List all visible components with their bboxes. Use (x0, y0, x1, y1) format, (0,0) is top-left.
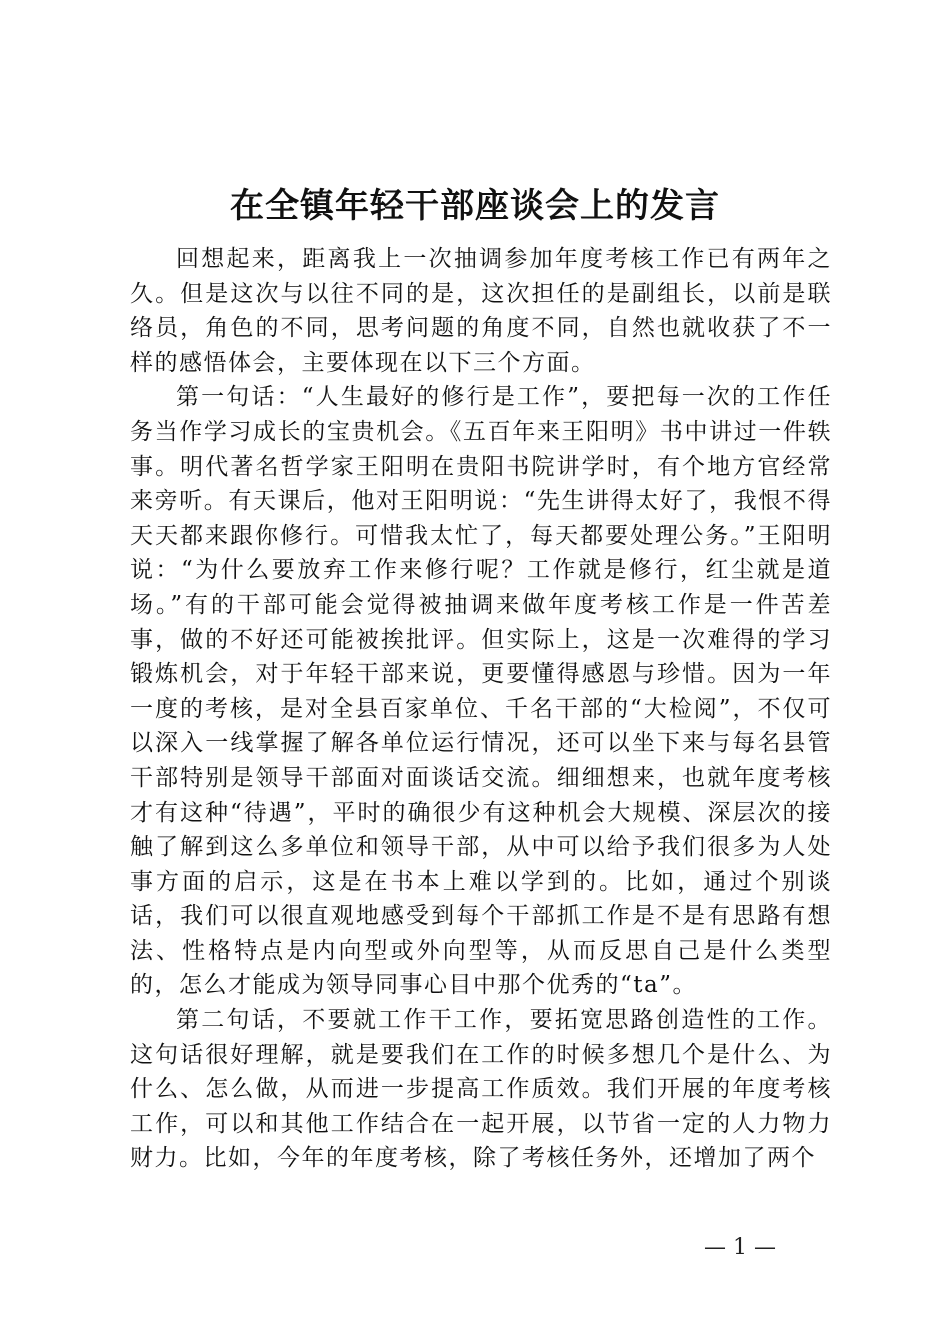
page-number: — 1 — (704, 1235, 776, 1260)
paragraph-first-point: 第一句话：“人生最好的修行是工作”，要把每一次的工作任务当作学习成长的宝贵机会。《五百年来王阳明》书中讲过一件轶事。明代著名哲学家王阳明在贵阳书院讲学时，有个地方官经常来旁听。有天课后，他对王阳明说：“先生讲得太好了，我恨不得天天都来跟你修行。可惜我太忙了，每天都要处理公务。”王阳明说：“为什么要放弃工作来修行呢？工作就是修行，红尘就是道场。”有的干部可能会觉得被抽调来做年度考核工作是一件苦差事，做的不好还可能被挨批评。但实际上，这是一次难得的学习锻炼机会，对于年轻干部来说，更要懂得感恩与珍惜。因为一年一度的考核，是对全县百家单位、千名干部的“大检阅”，不仅可以深入一线掌握了解各单位运行情况，还可以坐下来与每名县管干部特别是领导干部面对面谈话交流。细细想来，也就年度考核才有这种“待遇”，平时的确很少有这种机会大规模、深层次的接触了解到这么多单位和领导干部，从中可以给予我们很多为人处事方面的启示，这是在书本上难以学到的。比如，通过个别谈话，我们可以很直观地感受到每个干部抓工作是不是有思路有想法、性格特点是内向型或外向型等，从而反思自己是什么类型的，怎么才能成为领导同事心目中那个优秀的“ta”。 (130, 384, 832, 999)
paragraph-second-point: 第二句话，不要就工作干工作，要拓宽思路创造性的工作。这句话很好理解，就是要我们在工作的时候多想几个是什么、为什么、怎么做，从而进一步提高工作质效。我们开展的年度考核工作，可以和其他工作结合在一起开展，以节省一定的人力物力财力。比如，今年的年度考核，除了考核任务外，还增加了两个 (130, 1007, 832, 1172)
document-title: 在全镇年轻干部座谈会上的发言 (230, 186, 720, 226)
paragraph-intro: 回想起来，距离我上一次抽调参加年度考核工作已有两年之久。但是这次与以往不同的是，这次担任的是副组长，以前是联络员，角色的不同，思考问题的角度不同，自然也就收获了不一样的感悟体会，主要体现在以下三个方面。 (130, 246, 832, 376)
document-body (130, 242, 832, 1176)
